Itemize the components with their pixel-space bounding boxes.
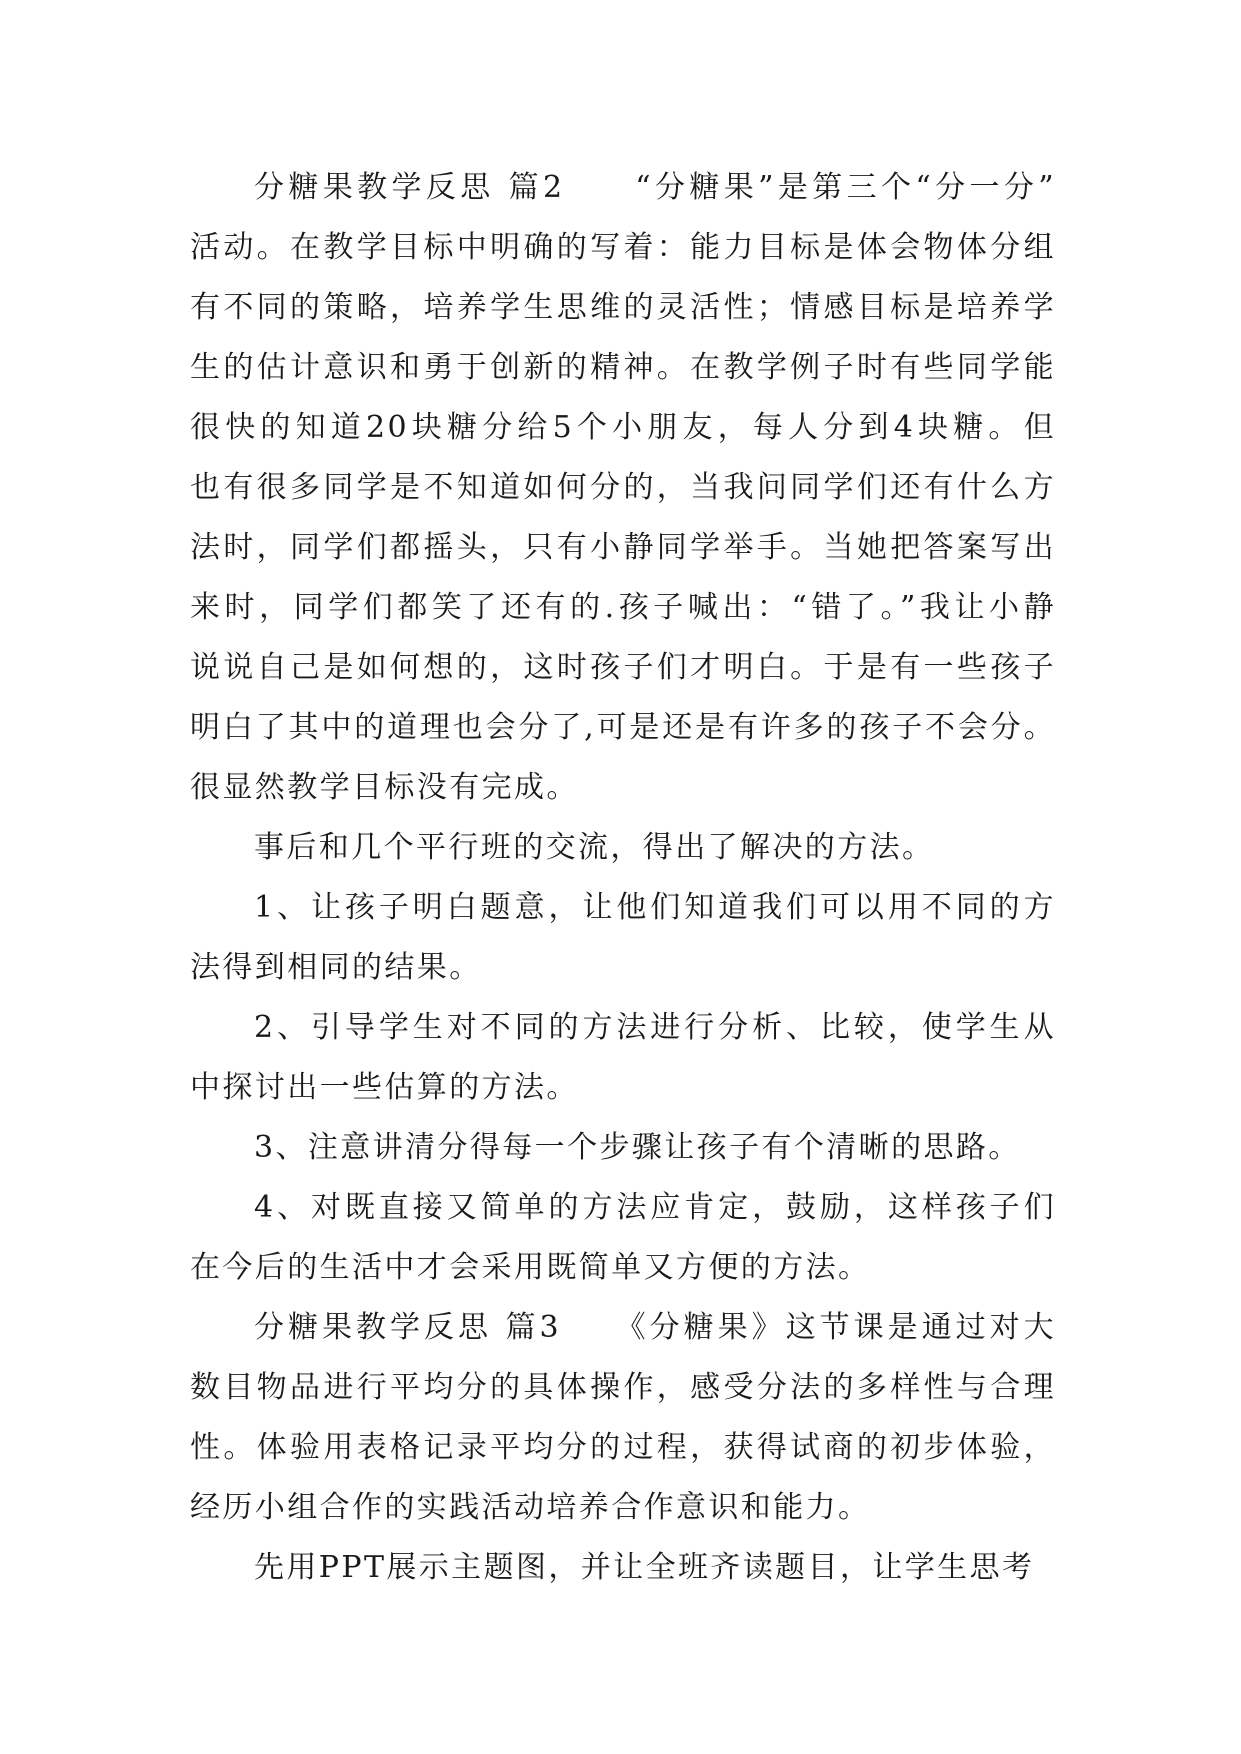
text-line: 法得到相同的结果。 — [190, 950, 482, 985]
text-line: 数目物品进行平均分的具体操作，感受分法的多样性与合理 — [190, 1370, 1056, 1405]
text-line: 明白了其中的道理也会分了,可是还是有许多的孩子不会分。 — [190, 710, 1056, 745]
paragraph-p1 — [190, 158, 1056, 818]
text-line: 4、对既直接又简单的方法应肯定，鼓励，这样孩子们 — [254, 1190, 1056, 1225]
paragraph-p2 — [190, 818, 1056, 878]
text-line: 3、注意讲清分得每一个步骤让孩子有个清晰的思路。 — [254, 1130, 1021, 1165]
text-line: 有不同的策略，培养学生思维的灵活性；情感目标是培养学 — [190, 290, 1056, 325]
text-line: 法时，同学们都摇头，只有小静同学举手。当她把答案写出 — [190, 530, 1056, 565]
text-line: 事后和几个平行班的交流，得出了解决的方法。 — [254, 830, 935, 865]
text-line: 活动。在教学目标中明确的写着：能力目标是体会物体分组 — [190, 230, 1056, 265]
text-line: 来时，同学们都笑了还有的.孩子喊出：“错了。”我让小静 — [190, 590, 1056, 625]
text-line: 说说自己是如何想的，这时孩子们才明白。于是有一些孩子 — [190, 650, 1056, 685]
paragraph-p3 — [190, 878, 1056, 998]
paragraph-p5 — [190, 1118, 1056, 1178]
text-line: 性。体验用表格记录平均分的过程，获得试商的初步体验， — [190, 1430, 1056, 1465]
paragraph-p7 — [190, 1298, 1056, 1538]
document-page — [190, 158, 1056, 1598]
text-line: 分糖果教学反思 篇3 《分糖果》这节课是通过对大 — [254, 1310, 1056, 1345]
paragraph-p8 — [190, 1538, 1056, 1598]
text-line: 分糖果教学反思 篇2 “分糖果”是第三个“分一分” — [254, 170, 1056, 205]
text-line: 1、让孩子明白题意，让他们知道我们可以用不同的方 — [254, 890, 1056, 925]
text-line: 也有很多同学是不知道如何分的，当我问同学们还有什么方 — [190, 470, 1056, 505]
paragraph-p4 — [190, 998, 1056, 1118]
text-line: 很显然教学目标没有完成。 — [190, 770, 579, 805]
text-line: 中探讨出一些估算的方法。 — [190, 1070, 579, 1105]
paragraph-p6 — [190, 1178, 1056, 1298]
text-line: 2、引导学生对不同的方法进行分析、比较，使学生从 — [254, 1010, 1056, 1045]
text-line: 先用PPT展示主题图，并让全班齐读题目，让学生思考 — [254, 1550, 1035, 1585]
text-line: 在今后的生活中才会采用既简单又方便的方法。 — [190, 1250, 871, 1285]
text-line: 生的估计意识和勇于创新的精神。在教学例子时有些同学能 — [190, 350, 1056, 385]
text-line: 经历小组合作的实践活动培养合作意识和能力。 — [190, 1490, 871, 1525]
text-line: 很快的知道20块糖分给5个小朋友，每人分到4块糖。但 — [190, 410, 1056, 445]
